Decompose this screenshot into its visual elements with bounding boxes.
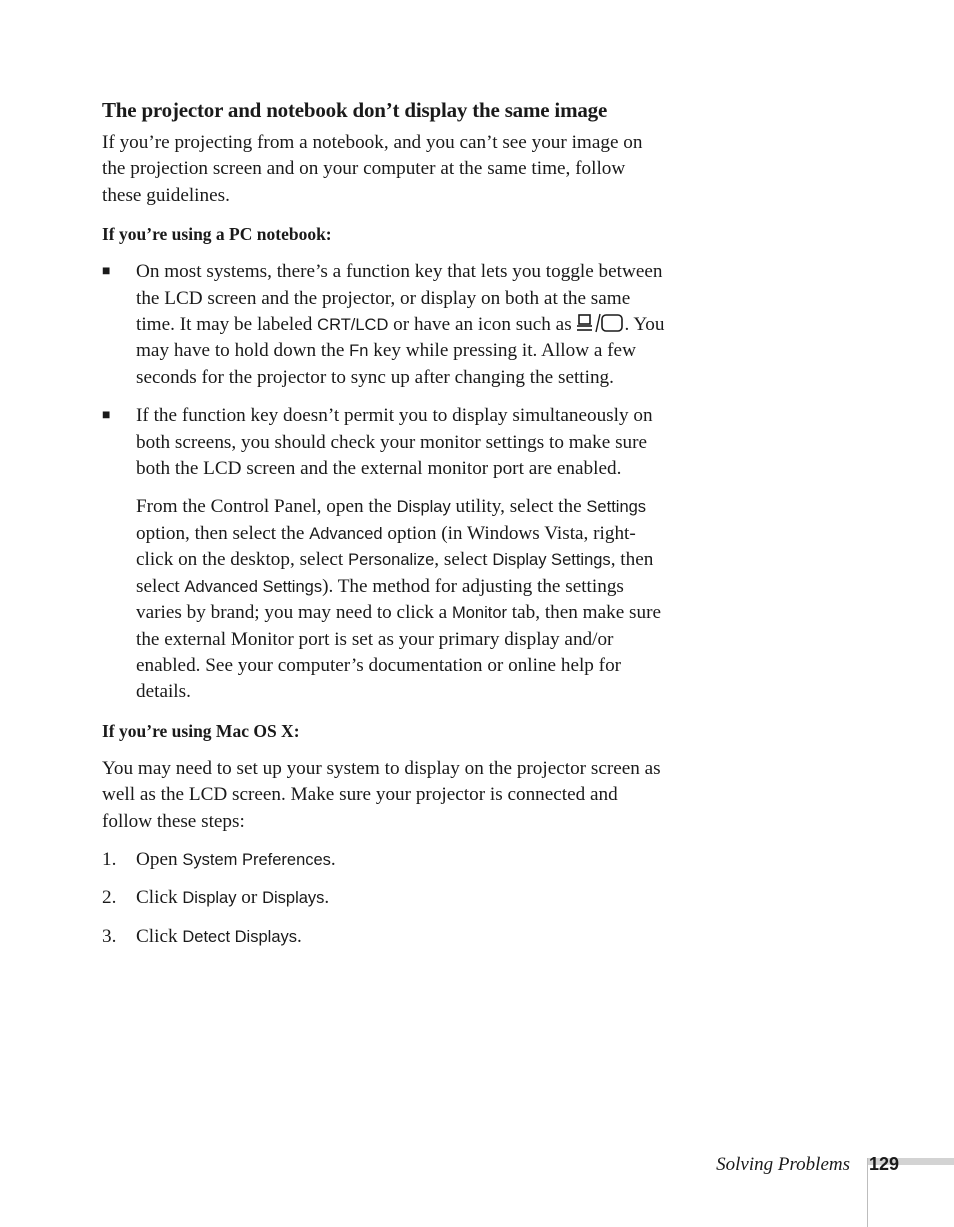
step-item bbox=[102, 885, 667, 911]
step-item bbox=[102, 847, 667, 873]
ui-term: Detect Displays bbox=[182, 927, 297, 946]
key-label-fn: Fn bbox=[349, 342, 369, 361]
bullet-mark: ■ bbox=[102, 408, 111, 424]
bullet-mark: ■ bbox=[102, 264, 111, 280]
step-text: Click Detect Displays. bbox=[136, 925, 302, 947]
bullet-text: On most systems, there’s a function key that lets you toggle between the LCD screen and the projector, or display on both at the same time. It may be labeled CRT/LCD or have an icon such as . You may have to hold down the Fn key while pressing it. Allow a few seconds for the projector to sync up after changing the setting. bbox=[136, 261, 665, 388]
bullet-item bbox=[102, 259, 667, 391]
ui-term: Advanced bbox=[309, 524, 383, 543]
bullet-item bbox=[102, 403, 667, 482]
footer-rule bbox=[867, 1158, 868, 1227]
ui-term: Display bbox=[396, 498, 451, 517]
step-text: Open System Preferences. bbox=[136, 848, 336, 870]
ui-term: Settings bbox=[586, 498, 647, 517]
step-number: 2. bbox=[102, 887, 117, 909]
section-heading: The projector and notebook don’t display the same image bbox=[102, 98, 608, 122]
page-content bbox=[102, 96, 667, 962]
step-text: Click Display or Displays. bbox=[136, 887, 330, 909]
ui-term: Advanced Settings bbox=[184, 577, 323, 596]
intro-paragraph: If you’re projecting from a notebook, and you can’t see your image on the projection screen and on your computer at the same time, follow these guidelines. bbox=[102, 132, 643, 206]
monitor-slash-display-icon bbox=[576, 313, 624, 333]
footer-section-title: Solving Problems bbox=[716, 1154, 850, 1175]
ui-term: Monitor bbox=[451, 604, 507, 623]
pc-subheading: If you’re using a PC notebook: bbox=[102, 224, 332, 245]
ui-term: System Preferences bbox=[182, 850, 331, 869]
page-number: 129 bbox=[869, 1154, 900, 1174]
mac-intro-paragraph: You may need to set up your system to display on the projector screen as well as the LCD screen. Make sure your projector is connected and follow these steps: bbox=[102, 757, 661, 832]
ui-term: Displays bbox=[262, 889, 325, 908]
step-number: 3. bbox=[102, 925, 117, 947]
key-label-crt-lcd: CRT/LCD bbox=[317, 316, 389, 335]
control-panel-paragraph: From the Control Panel, open the Display utility, select the Settings option, then select the Advanced option (in Windows Vista, right-click on the desktop, select Personalize, select Display Settings, then select Advanced Settings). The method for adjusting the settings varies by brand; you may need to click a Monitor tab, then make sure the external Monitor port is set as your primary display and/or enabled. See your computer’s documentation or online help for details. bbox=[136, 496, 661, 703]
ui-term: Display Settings bbox=[492, 551, 611, 570]
step-number: 1. bbox=[102, 848, 117, 870]
step-item bbox=[102, 924, 667, 950]
mac-subheading: If you’re using Mac OS X: bbox=[102, 720, 300, 741]
ui-term: Personalize bbox=[348, 551, 435, 570]
bullet-text: If the function key doesn’t permit you to display simultaneously on both screens, you should check your monitor settings to make sure both the LCD screen and the external monitor port are enabled. bbox=[136, 405, 653, 480]
ui-term: Display bbox=[182, 889, 237, 908]
